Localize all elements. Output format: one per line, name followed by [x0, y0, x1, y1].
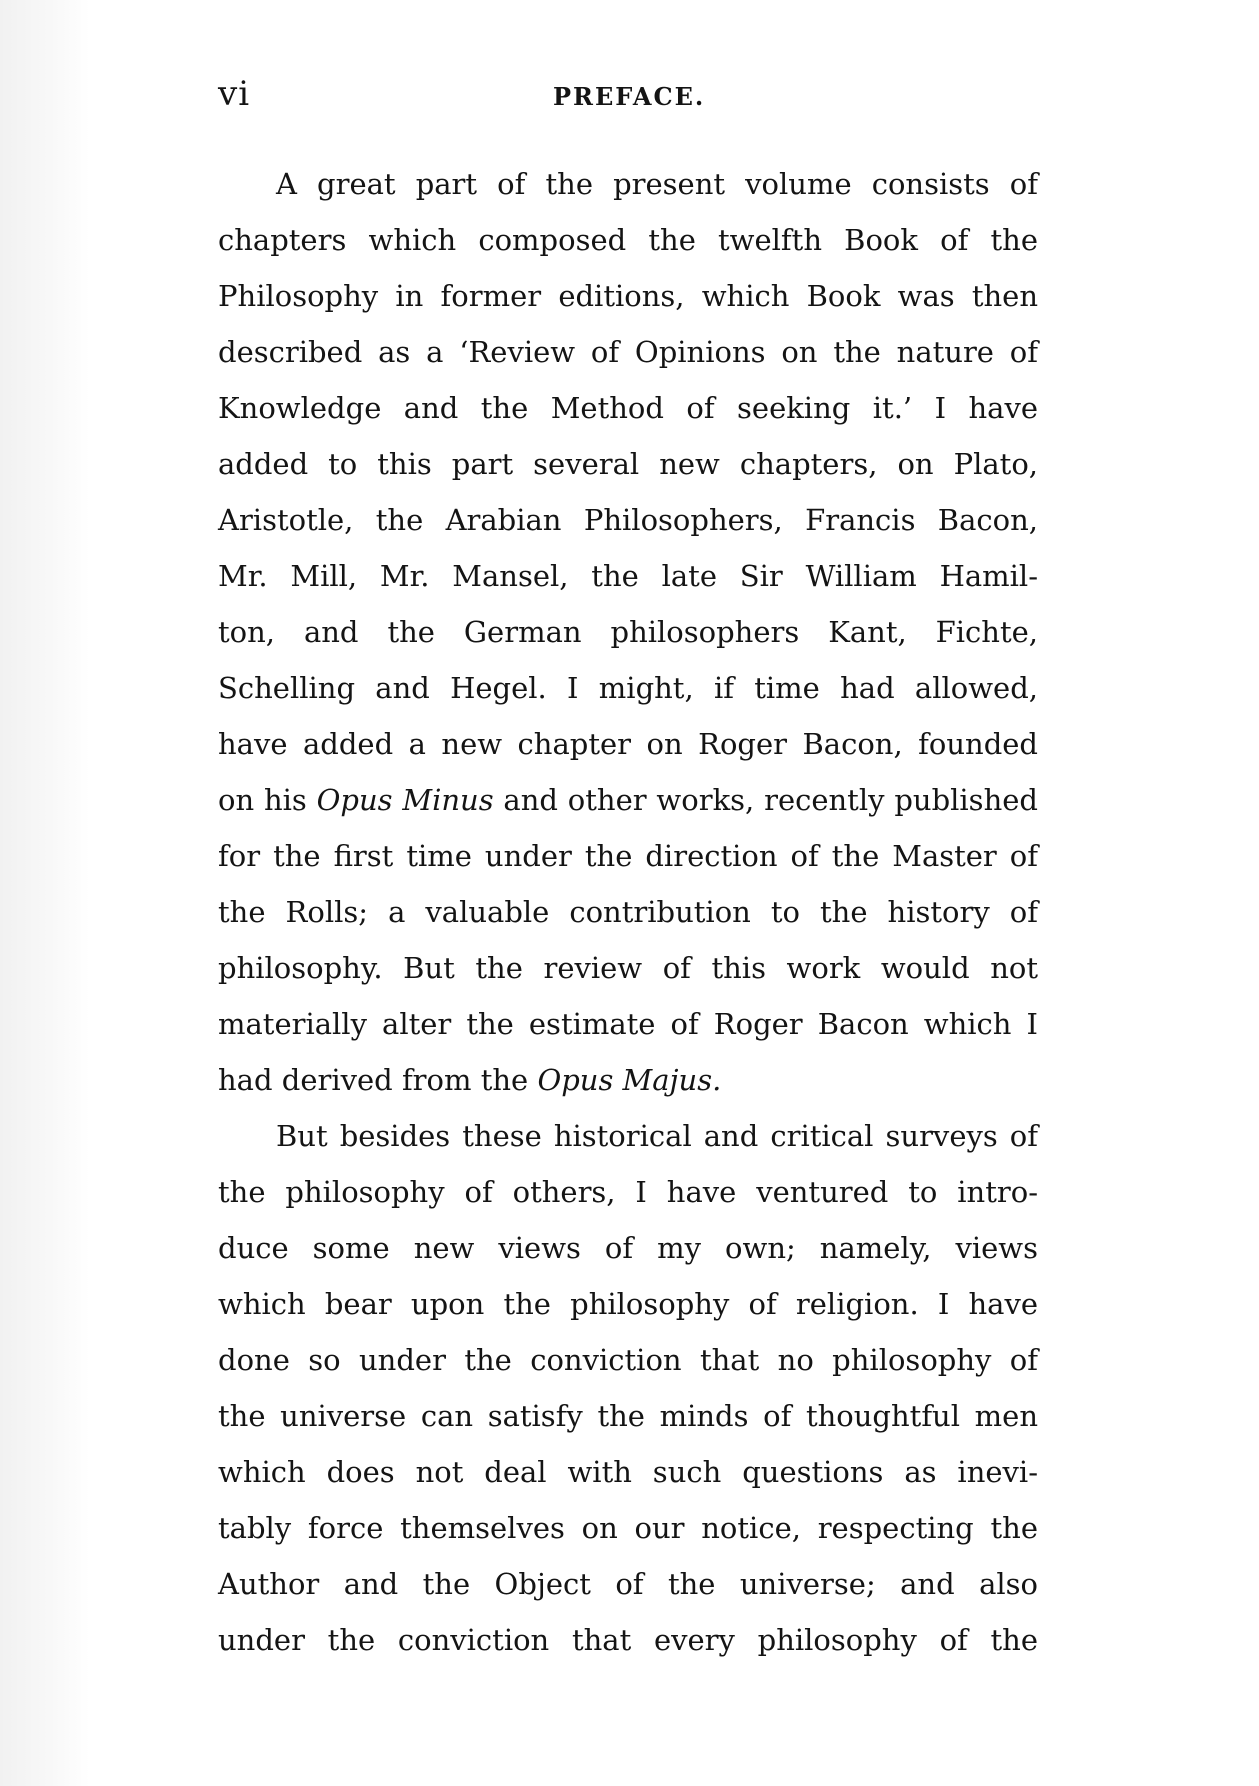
text-line: But besides these historical and critical surveys of [276, 1119, 1038, 1153]
text-line: under the conviction that every philosophy of the [218, 1623, 1038, 1657]
text-line: which does not deal with such questions as inevi- [218, 1455, 1038, 1489]
text-line: Aristotle, the Arabian Philosophers, Francis Bacon, [218, 503, 1038, 537]
text-line: for the first time under the direction of the Master of [218, 839, 1038, 873]
text-line: described as a ‘Review of Opinions on the nature of [218, 335, 1038, 369]
text-line: chapters which composed the twelfth Book of the [218, 223, 1038, 257]
body-text [218, 156, 1038, 1668]
text-line: Mr. Mill, Mr. Mansel, the late Sir William Hamil- [218, 559, 1038, 593]
paragraph-2 [218, 1108, 1038, 1668]
italic-title: Opus Majus. [537, 1063, 722, 1097]
text-line: the philosophy of others, I have ventured to intro- [218, 1175, 1038, 1209]
text-line: A great part of the present volume consists of [276, 167, 1038, 201]
text-line: on his Opus Minus and other works, recently published [218, 783, 1038, 817]
running-title: PREFACE. [553, 82, 706, 111]
text-line: Philosophy in former editions, which Book was then [218, 279, 1038, 313]
text-line: the universe can satisfy the minds of thoughtful men [218, 1399, 1038, 1433]
text-line: Author and the Object of the universe; and also [218, 1567, 1038, 1601]
text-line: added to this part several new chapters, on Plato, [218, 447, 1038, 481]
paragraph-1 [218, 156, 1038, 1108]
text-line: Schelling and Hegel. I might, if time had allowed, [218, 671, 1038, 705]
text-line: tably force themselves on our notice, respecting the [218, 1511, 1038, 1545]
text-line: materially alter the estimate of Roger Bacon which I [218, 1007, 1038, 1041]
text-line: Knowledge and the Method of seeking it.’ I have [218, 391, 1038, 425]
text-line: had derived from the Opus Majus. [218, 1063, 722, 1097]
text-line: the Rolls; a valuable contribution to the history of [218, 895, 1038, 929]
italic-title: Opus Minus [316, 783, 494, 817]
page-number: vi [218, 74, 251, 114]
text-line: done so under the conviction that no philosophy of [218, 1343, 1038, 1377]
text-line: duce some new views of my own; namely, views [218, 1231, 1038, 1265]
running-head [218, 74, 1038, 124]
text-line: which bear upon the philosophy of religion. I have [218, 1287, 1038, 1321]
page-gutter-shadow [0, 0, 90, 1786]
text-line: have added a new chapter on Roger Bacon, founded [218, 727, 1038, 761]
text-line: ton, and the German philosophers Kant, Fichte, [218, 615, 1038, 649]
text-line: philosophy. But the review of this work would not [218, 951, 1038, 985]
